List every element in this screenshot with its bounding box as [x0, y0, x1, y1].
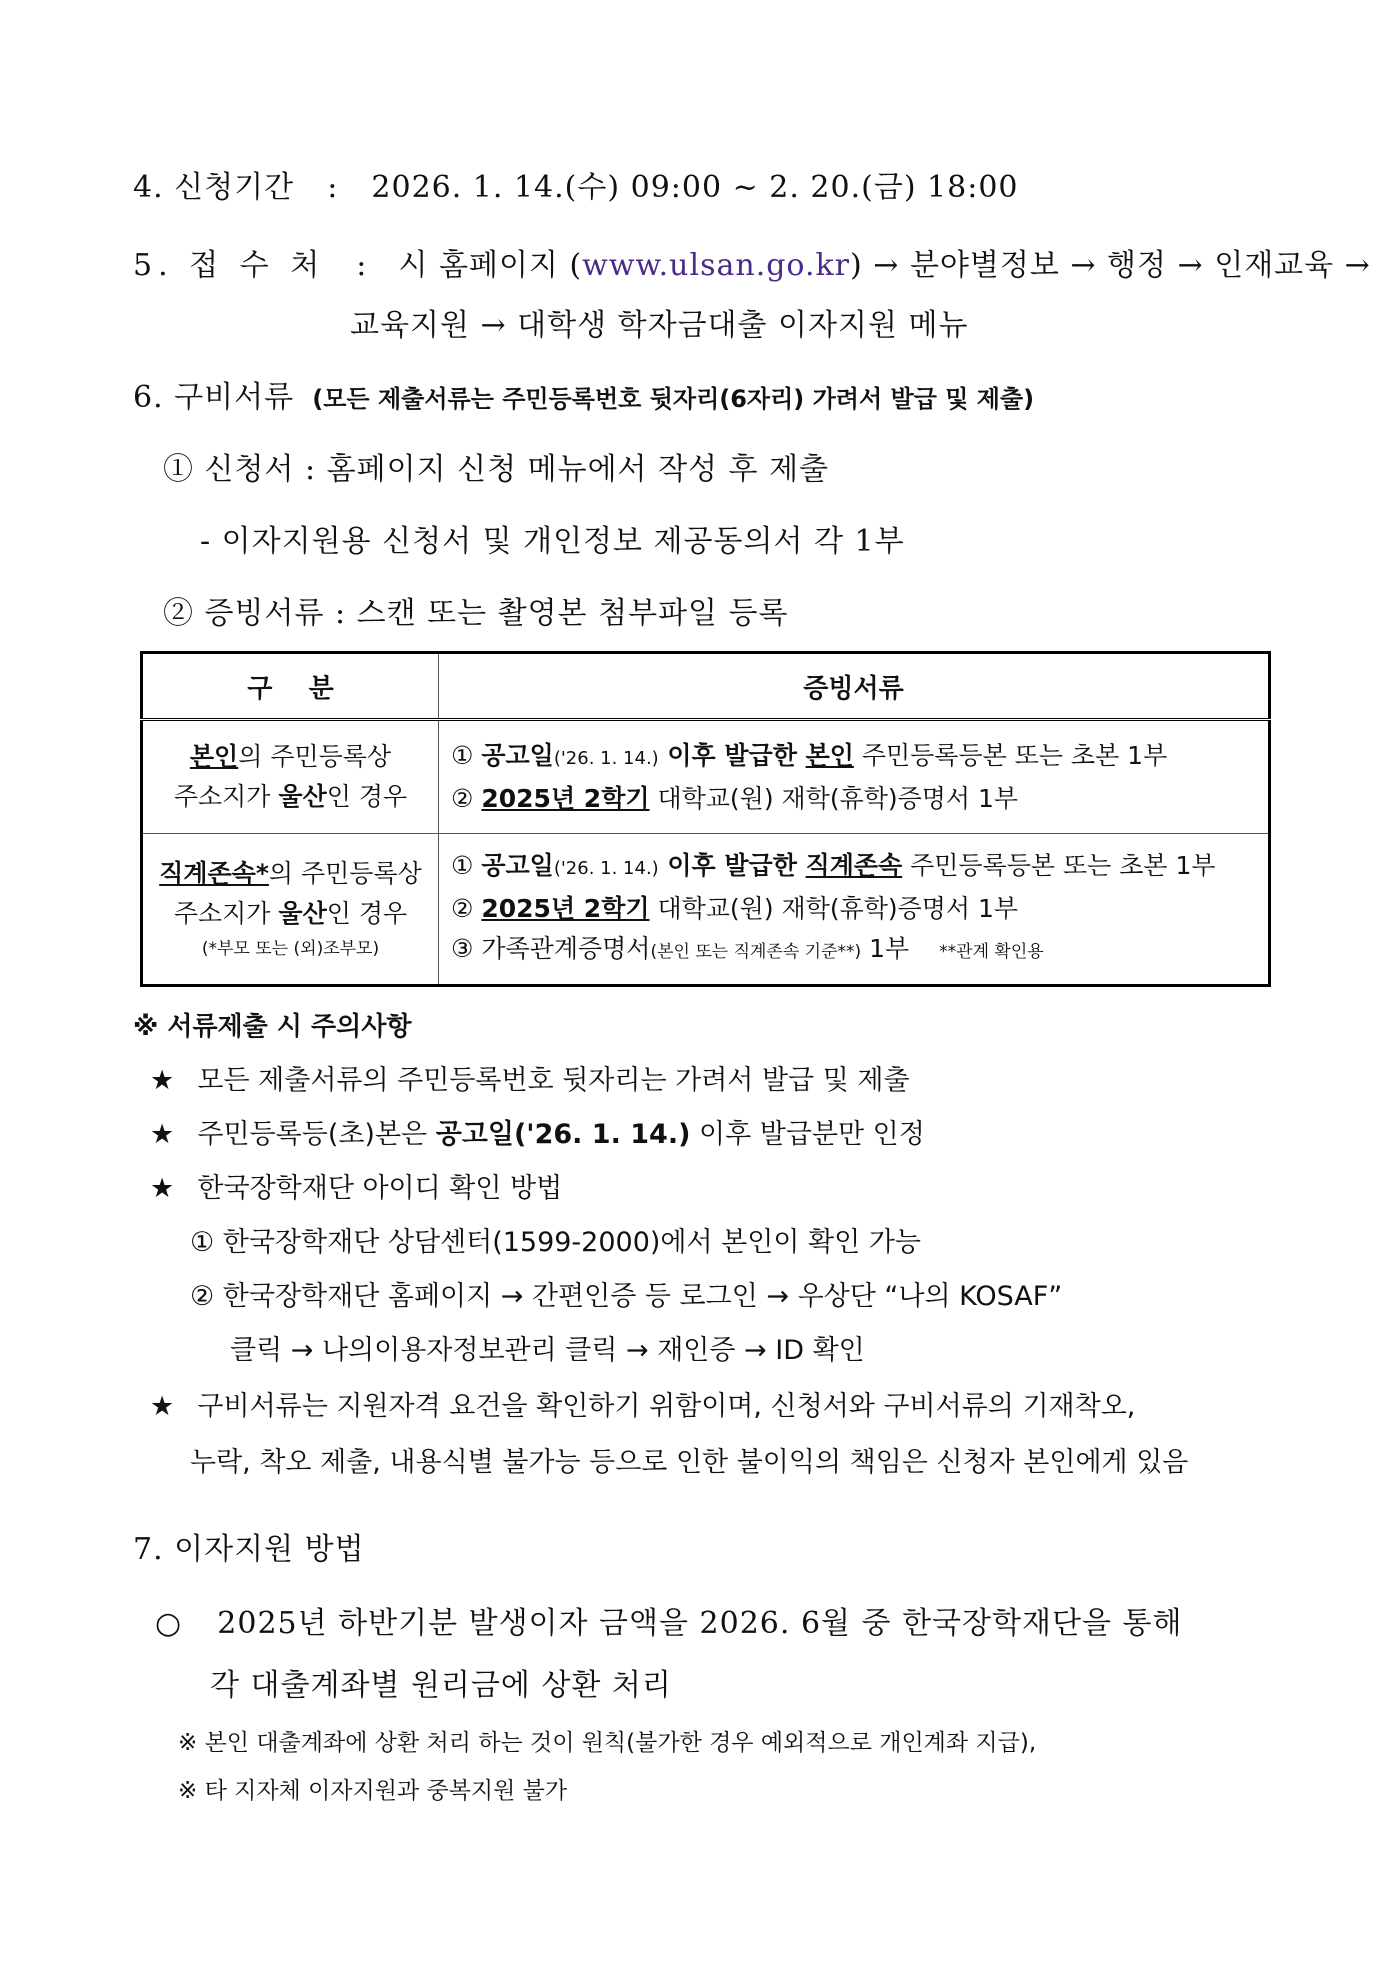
row-2-doc-3-title: 가족관계증명서: [481, 934, 651, 963]
row-2-doc-3-num: ③: [451, 934, 474, 963]
row-2-doc-1-announce: 공고일: [481, 851, 554, 880]
row-2-doc-1: [451, 846, 1260, 889]
caution-item-1: [150, 1058, 910, 1097]
row-2-cat-text: 의 주민등록상: [268, 859, 422, 888]
table-header-row: [142, 653, 1270, 720]
section-7-text-1: [155, 1598, 1182, 1642]
row-2-cat-case: 인 경우: [326, 899, 408, 928]
caution-item-2-text-a: 주민등록등(초)본은: [197, 1119, 436, 1150]
star-icon: ★: [150, 1173, 175, 1204]
row-1-doc-1-announce: 공고일: [481, 740, 554, 770]
row-1-doc-2: [451, 779, 1260, 819]
section-5-line2: 교육지원 → 대학생 학자금대출 이자지원 메뉴: [350, 308, 969, 343]
table-row: [142, 834, 1270, 986]
table-row: [142, 720, 1270, 834]
section-5-suffix: ) → 분야별정보 → 행정 → 인재교육 →: [850, 248, 1371, 283]
section-5-prefix: 시 홈페이지 (: [398, 248, 583, 283]
section-7-note-2: ※ 타 지자체 이자지원과 중복지원 불가: [178, 1778, 568, 1804]
row-2-cat-address: 주소지가: [173, 899, 279, 928]
caution-item-2-text-c: 이후 발급분만 인정: [690, 1119, 925, 1150]
caution-item-3-2b: 클릭 → 나의이용자정보관리 클릭 → 재인증 → ID 확인: [230, 1335, 865, 1366]
row-1-doc-1-rest: 주민등록등본 또는 초본 1부: [853, 740, 1168, 770]
caution-item-2-announce: 공고일('26. 1. 14.): [435, 1119, 691, 1150]
circle-bullet-icon: ○: [155, 1606, 183, 1641]
row-2-category: [142, 834, 439, 986]
section-6-item-1: ① 신청서 : 홈페이지 신청 메뉴에서 작성 후 제출: [163, 452, 830, 487]
section-4-value: 2026. 1. 14.(수) 09:00 ~ 2. 20.(금) 18:00: [371, 170, 1019, 205]
row-2-cat-ulsan: 울산: [278, 899, 327, 928]
section-4-application-period: [133, 162, 1019, 206]
section-5-reception: [133, 240, 1371, 284]
row-1-cat-address: 주소지가: [173, 782, 279, 811]
caution-item-4: [150, 1384, 1135, 1423]
section-5-colon: :: [356, 248, 368, 283]
row-1-doc-1-date: ('26. 1. 14.): [553, 747, 659, 769]
star-icon: ★: [150, 1065, 175, 1096]
row-1-doc-1-self: 본인: [805, 740, 854, 770]
section-6-label: 6. 구비서류: [133, 380, 295, 415]
caution-item-1-text: 모든 제출서류의 주민등록번호 뒷자리는 가려서 발급 및 제출: [197, 1065, 910, 1096]
caution-item-3-2: ② 한국장학재단 홈페이지 → 간편인증 등 로그인 → 우상단 “나의 KOSAF”: [190, 1281, 1063, 1312]
documents-table: [140, 651, 1271, 987]
star-icon: ★: [150, 1391, 175, 1422]
row-2-doc-3-count: 1부: [861, 934, 910, 963]
section-7-text-2: 각 대출계좌별 원리금에 상환 처리: [210, 1668, 672, 1703]
row-2-doc-2-num: ②: [451, 894, 474, 923]
row-2-doc-1-rest: 주민등록등본 또는 초본 1부: [902, 851, 1216, 880]
row-1-documents: [439, 720, 1270, 834]
row-1-doc-1: [451, 736, 1260, 779]
star-icon: ★: [150, 1119, 175, 1150]
row-2-cat-note: (*부모 또는 (외)조부모): [201, 939, 380, 959]
row-1-doc-2-rest: 대학교(원) 재학(휴학)증명서 1부: [649, 783, 1019, 813]
caution-item-4b: 누락, 착오 제출, 내용식별 불가능 등으로 인한 불이익의 책임은 신청자 본인에게 있음: [190, 1447, 1189, 1478]
row-1-cat-ulsan: 울산: [278, 782, 327, 811]
row-2-doc-2-term: 2025년 2학기: [481, 894, 650, 923]
row-2-doc-1-ascendant: 직계존속: [805, 851, 903, 880]
caution-title: ※ 서류제출 시 주의사항: [133, 1012, 412, 1042]
caution-item-4-text: 구비서류는 지원자격 요건을 확인하기 위함이며, 신청서와 구비서류의 기재착오,: [197, 1391, 1136, 1422]
table-header-documents: 증빙서류: [439, 653, 1270, 720]
section-7-note-1: ※ 본인 대출계좌에 상환 처리 하는 것이 원칙(불가한 경우 예외적으로 개인계좌 지급),: [178, 1730, 1037, 1756]
section-6-documents: [133, 372, 1034, 416]
row-1-doc-1-after: 이후 발급한: [658, 740, 806, 770]
caution-item-3-text: 한국장학재단 아이디 확인 방법: [197, 1173, 563, 1204]
section-6-note: (모든 제출서류는 주민등록번호 뒷자리(6자리) 가려서 발급 및 제출): [312, 385, 1035, 413]
row-2-cat-ascendant: 직계존속*: [159, 859, 269, 888]
row-2-doc-1-date: ('26. 1. 14.): [553, 858, 659, 879]
row-2-doc-1-after: 이후 발급한: [658, 851, 806, 880]
caution-item-3-1: ① 한국장학재단 상담센터(1599-2000)에서 본인이 확인 가능: [190, 1227, 921, 1258]
row-1-cat-case: 인 경우: [326, 782, 408, 811]
section-4-label: 4. 신청기간: [133, 170, 295, 205]
section-7-label: 7. 이자지원 방법: [133, 1532, 365, 1567]
row-2-doc-2: [451, 889, 1260, 929]
row-1-doc-2-num: ②: [451, 783, 474, 813]
row-1-category: [142, 720, 439, 834]
section-7-text-1-body: 2025년 하반기분 발생이자 금액을 2026. 6월 중 한국장학재단을 통해: [217, 1606, 1183, 1641]
section-6-item-2: ② 증빙서류 : 스캔 또는 촬영본 첨부파일 등록: [163, 596, 789, 631]
homepage-link[interactable]: www.ulsan.go.kr: [582, 248, 851, 283]
row-2-doc-1-num: ①: [451, 851, 474, 880]
table-header-category: 구 분: [142, 653, 439, 720]
row-2-doc-3-basis: (본인 또는 직계존속 기준**): [650, 942, 862, 962]
row-1-doc-2-term: 2025년 2학기: [481, 783, 650, 813]
row-2-documents: [439, 834, 1270, 986]
row-1-cat-self: 본인: [189, 742, 239, 771]
row-1-cat-text: 의 주민등록상: [238, 742, 392, 771]
caution-item-2: [150, 1112, 925, 1151]
section-5-label: 5. 접 수 처: [133, 248, 326, 283]
row-2-doc-2-rest: 대학교(원) 재학(휴학)증명서 1부: [649, 894, 1019, 923]
section-6-item-1-sub: - 이자지원용 신청서 및 개인정보 제공동의서 각 1부: [200, 524, 905, 559]
section-4-colon: :: [327, 170, 339, 205]
row-2-doc-3: [451, 929, 1260, 972]
row-1-doc-1-num: ①: [451, 740, 474, 770]
row-2-doc-3-note: **관계 확인용: [939, 942, 1044, 962]
caution-item-3: [150, 1166, 562, 1205]
